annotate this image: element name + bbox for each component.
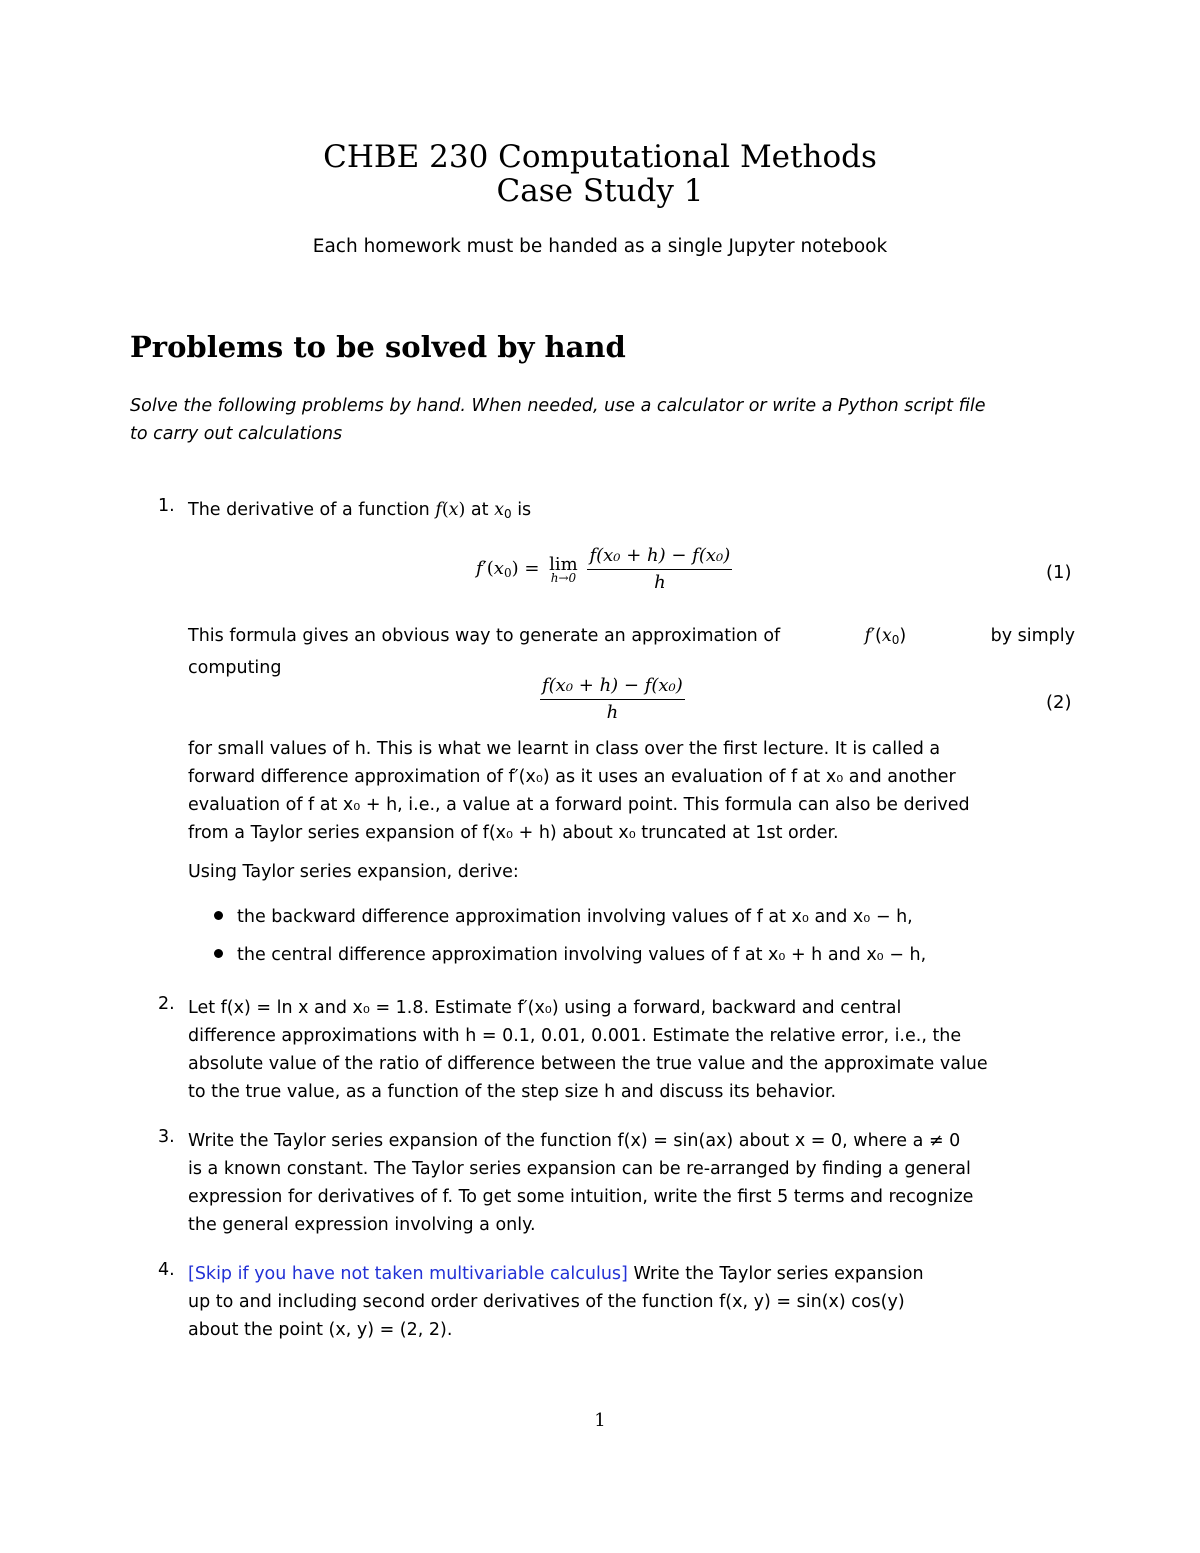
equation-1-label: (1) <box>1046 562 1072 583</box>
bullet-icon <box>214 911 223 920</box>
problem-1-number: 1. <box>158 496 175 516</box>
title-block <box>0 140 1200 208</box>
problem-2-line2: difference approximations with h = 0.1, 0.01, 0.001. Estimate the relative error, i.e., the <box>188 1026 962 1046</box>
problem-1-p1-line2: computing <box>188 658 282 678</box>
problem-3-line3: expression for derivatives of f. To get some intuition, write the first 5 terms and recognize <box>188 1187 974 1207</box>
problem-1-lead-suffix: is <box>517 500 532 520</box>
equation-2-numerator: f(x₀ + h) − f(x₀) <box>540 675 685 700</box>
bullet-text-1: the backward difference approximation involving values of f at x₀ and x₀ − h, <box>237 907 913 927</box>
section-intro-line2: to carry out calculations <box>130 424 343 444</box>
problem-2-line1: Let f(x) = ln x and x₀ = 1.8. Estimate f′(x₀) using a forward, backward and central <box>188 998 902 1018</box>
problem-4-number: 4. <box>158 1260 175 1280</box>
equation-2-denominator: h <box>606 702 619 723</box>
problem-1-p2-line2: forward difference approximation of f′(x₀) as it uses an evaluation of f at x₀ and another <box>188 767 956 787</box>
problem-2-line3: absolute value of the ratio of difference between the true value and the approximate value <box>188 1054 988 1074</box>
problem-3-number: 3. <box>158 1127 175 1147</box>
problem-1-p2-line3: evaluation of f at x₀ + h, i.e., a value at a forward point. This formula can also be derived <box>188 795 970 815</box>
equation-2-label: (2) <box>1046 692 1072 713</box>
problem-1-lead-mid: at <box>470 500 489 520</box>
bullet-item <box>214 945 1084 965</box>
equation-1-lim-sub: h→0 <box>550 570 577 585</box>
bullet-icon <box>214 949 223 958</box>
bullet-item <box>214 907 1084 927</box>
problem-1-p1-line1b: by simply <box>990 626 1075 646</box>
problem-1-paragraph-3: Using Taylor series expansion, derive: <box>188 862 519 882</box>
submission-note: Each homework must be handed as a single Jupyter notebook <box>312 236 888 257</box>
section-intro-line1: Solve the following problems by hand. When needed, use a calculator or write a Python script file <box>130 396 986 416</box>
equation-1-numerator: f(x₀ + h) − f(x₀) <box>587 545 732 570</box>
problem-3-line1: Write the Taylor series expansion of the function f(x) = sin(ax) about x = 0, where a ≠ 0 <box>188 1131 961 1151</box>
problem-3-line4: the general expression involving a only. <box>188 1215 536 1235</box>
document-subtitle-case-study: Case Study 1 <box>496 173 704 209</box>
problem-1-paragraph-1: This formula gives an obvious way to generate an approximation of $f'(x_0)$ by simply computing <box>188 622 1075 682</box>
problem-3-line2: is a known constant. The Taylor series expansion can be re-arranged by finding a general <box>188 1159 971 1179</box>
problem-2-text <box>188 994 1075 1106</box>
problem-2-number: 2. <box>158 994 175 1014</box>
equation-2 <box>540 675 685 723</box>
problem-1-lead-prefix: The derivative of a function <box>188 500 430 520</box>
problem-1-p1-line1a: This formula gives an obvious way to generate an approximation of <box>188 626 781 646</box>
section-intro <box>130 392 1075 448</box>
problem-4-line3: about the point (x, y) = (2, 2). <box>188 1320 453 1340</box>
equation-1-lim: lim <box>549 553 578 575</box>
problem-4-text <box>188 1260 1075 1344</box>
equation-1-denominator: h <box>654 572 666 593</box>
section-heading: Problems to be solved by hand <box>130 330 626 364</box>
problem-1-lead: The derivative of a function f(x) at $x_0$ is <box>188 500 532 521</box>
bullet-text-2: the central difference approximation involving values of f at x₀ + h and x₀ − h, <box>237 945 927 965</box>
problem-1-p2-line4: from a Taylor series expansion of f(x₀ + h) about x₀ truncated at 1st order. <box>188 823 839 843</box>
skip-note-link[interactable]: [Skip if you have not taken multivariable calculus] <box>188 1264 628 1284</box>
problem-1-paragraph-2 <box>188 735 1075 847</box>
problem-4-line1-rest: Write the Taylor series expansion <box>633 1264 924 1284</box>
document-title: CHBE 230 Computational Methods <box>323 139 877 175</box>
problem-2-line4: to the true value, as a function of the step size h and discuss its behavior. <box>188 1082 837 1102</box>
equation-1: $f'(x_0)$ = lim h→0 $\frac{\text{f(x₀ + h) − f(x₀)}}{h}$ <box>476 545 731 593</box>
page-number: 1 <box>594 1410 606 1431</box>
problem-3-text <box>188 1127 1075 1239</box>
problem-1-p2-line1: for small values of h. This is what we learnt in class over the first lecture. It is called a <box>188 739 941 759</box>
problem-4-line2: up to and including second order derivatives of the function f(x, y) = sin(x) cos(y) <box>188 1292 905 1312</box>
